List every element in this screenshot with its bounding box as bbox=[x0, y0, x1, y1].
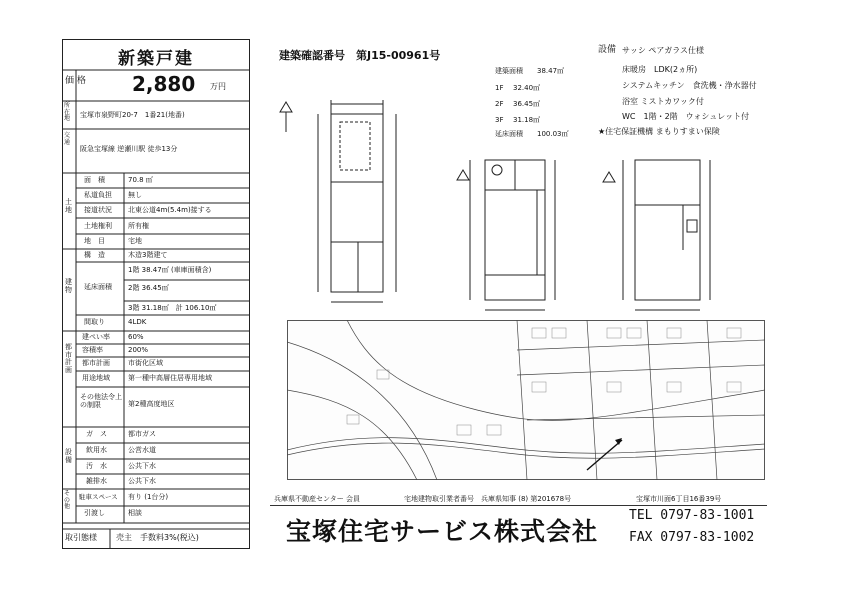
restriction-value: 第2種高度地区 bbox=[128, 400, 175, 408]
coverage-label: 建ぺい率 bbox=[82, 333, 110, 341]
city-plan-label: 都市計画 bbox=[82, 359, 110, 367]
area-1f-value: 32.40㎡ bbox=[513, 84, 541, 92]
private-road-value: 無し bbox=[128, 191, 142, 199]
license-text: 宅地建物取引業者番号 兵庫県知事 (8) 第201678号 bbox=[404, 495, 572, 503]
far-value: 200% bbox=[128, 346, 149, 354]
area-2f-value: 36.45㎡ bbox=[513, 100, 541, 108]
road-access-label: 接道状況 bbox=[84, 206, 112, 214]
certificate-number: 建築確認番号 第J15-00961号 bbox=[279, 49, 441, 62]
spec-table bbox=[62, 39, 250, 549]
transport-label: 交通 bbox=[64, 132, 71, 146]
transport-value: 阪急宝塚線 逆瀬川駅 徒歩13分 bbox=[80, 145, 178, 153]
zoning-label: 用途地域 bbox=[82, 374, 110, 382]
company-fax: FAX 0797-83-1002 bbox=[629, 530, 755, 545]
land-area-label: 面 積 bbox=[84, 176, 105, 184]
warranty-note: ★住宅保証機構 まもりすまい保険 bbox=[598, 127, 720, 136]
facility-group-label: 設備 bbox=[65, 448, 72, 464]
parking-label: 駐車スペース bbox=[79, 493, 118, 501]
equipment-list bbox=[598, 44, 798, 139]
equipment-item-5: WC 1階・2階 ウォシュレット付 bbox=[622, 112, 750, 121]
handover-label: 引渡し bbox=[84, 509, 105, 517]
private-road-label: 私道負担 bbox=[84, 191, 112, 199]
transaction-value: 売主 手数料3%(税込) bbox=[116, 533, 199, 542]
gas-label: ガ ス bbox=[86, 430, 107, 438]
footer-divider bbox=[270, 505, 767, 506]
handover-value: 相談 bbox=[128, 509, 142, 517]
equipment-item-1: サッシ ペアガラス仕様 bbox=[622, 46, 705, 55]
floor-plan-3f bbox=[595, 150, 765, 320]
water-label: 飲用水 bbox=[86, 446, 107, 454]
company-tel: TEL 0797-83-1001 bbox=[629, 508, 755, 523]
area-total-label: 延床面積 bbox=[495, 130, 523, 138]
restriction-label: その他法令上の制限 bbox=[80, 393, 122, 409]
equipment-item-4: 浴室 ミストカワック付 bbox=[622, 97, 704, 106]
road-access-value: 北東公道4m(5.4m)接する bbox=[128, 206, 212, 214]
area-3f-value: 31.18㎡ bbox=[513, 116, 541, 124]
land-area-value: 70.8 ㎡ bbox=[128, 176, 153, 184]
floor-plan-2f bbox=[455, 150, 585, 320]
building-group-label: 建物 bbox=[65, 278, 72, 294]
city-plan-value: 市街化区域 bbox=[128, 359, 163, 367]
floor-3-value: 3階 31.18㎡ 計 106.10㎡ bbox=[128, 304, 217, 312]
floor-area-label: 延床面積 bbox=[84, 283, 112, 291]
water-value: 公営水道 bbox=[128, 446, 156, 454]
layout-label: 間取り bbox=[84, 318, 105, 326]
price-value: 2,880 bbox=[132, 72, 196, 96]
land-rights-label: 土地権利 bbox=[84, 222, 112, 230]
floor-1-value: 1階 38.47㎡ (車庫面積含) bbox=[128, 266, 212, 274]
area-1f-label: 1F bbox=[495, 84, 504, 92]
drainage-value: 公共下水 bbox=[128, 477, 156, 485]
company-address: 宝塚市川面6丁目16番39号 bbox=[636, 495, 722, 503]
coverage-value: 60% bbox=[128, 333, 144, 341]
association-text: 兵庫県不動産センター 会員 bbox=[274, 495, 360, 503]
land-group-label: 土地 bbox=[65, 198, 72, 214]
gas-value: 都市ガス bbox=[128, 430, 156, 438]
zoning-value: 第一種中高層住居専用地域 bbox=[128, 374, 212, 382]
location-map bbox=[287, 320, 765, 480]
floor-plan-1f bbox=[268, 92, 418, 322]
urban-group-label: 都市計画 bbox=[65, 343, 72, 375]
other-group-label: その他 bbox=[64, 490, 71, 511]
layout-value: 4LDK bbox=[128, 318, 147, 326]
floor-2-value: 2階 36.45㎡ bbox=[128, 284, 169, 292]
far-label: 容積率 bbox=[82, 346, 103, 354]
price-label: 価 格 bbox=[65, 76, 86, 86]
listing-title: 新築戸建 bbox=[118, 49, 194, 69]
company-name: 宝塚住宅サービス株式会社 bbox=[286, 517, 599, 546]
equipment-item-2: 床暖房 LDK(2ヵ所) bbox=[622, 65, 698, 74]
structure-label: 構 造 bbox=[84, 251, 105, 259]
sewage-label: 汚 水 bbox=[86, 462, 107, 470]
sewage-value: 公共下水 bbox=[128, 462, 156, 470]
area-building-value: 38.47㎡ bbox=[537, 67, 565, 75]
area-total-value: 100.03㎡ bbox=[537, 130, 569, 138]
land-category-label: 地 目 bbox=[84, 237, 105, 245]
area-3f-label: 3F bbox=[495, 116, 504, 124]
land-rights-value: 所有権 bbox=[128, 222, 149, 230]
land-category-value: 宅地 bbox=[128, 237, 142, 245]
drainage-label: 雑排水 bbox=[86, 477, 107, 485]
parking-value: 有り (1台分) bbox=[128, 493, 169, 501]
transaction-label: 取引態様 bbox=[65, 533, 97, 542]
location-label: 所在地 bbox=[64, 102, 71, 123]
location-value: 宝塚市泉野町20-7 1番21(地番) bbox=[80, 111, 185, 119]
area-building-label: 建築面積 bbox=[495, 67, 523, 75]
price-unit: 万円 bbox=[210, 82, 226, 91]
equipment-label: 設備 bbox=[598, 45, 617, 55]
area-2f-label: 2F bbox=[495, 100, 504, 108]
structure-value: 木造3階建て bbox=[128, 251, 168, 259]
area-summary bbox=[495, 68, 595, 138]
equipment-item-3: システムキッチン 食洗機・浄水器付 bbox=[622, 81, 757, 90]
